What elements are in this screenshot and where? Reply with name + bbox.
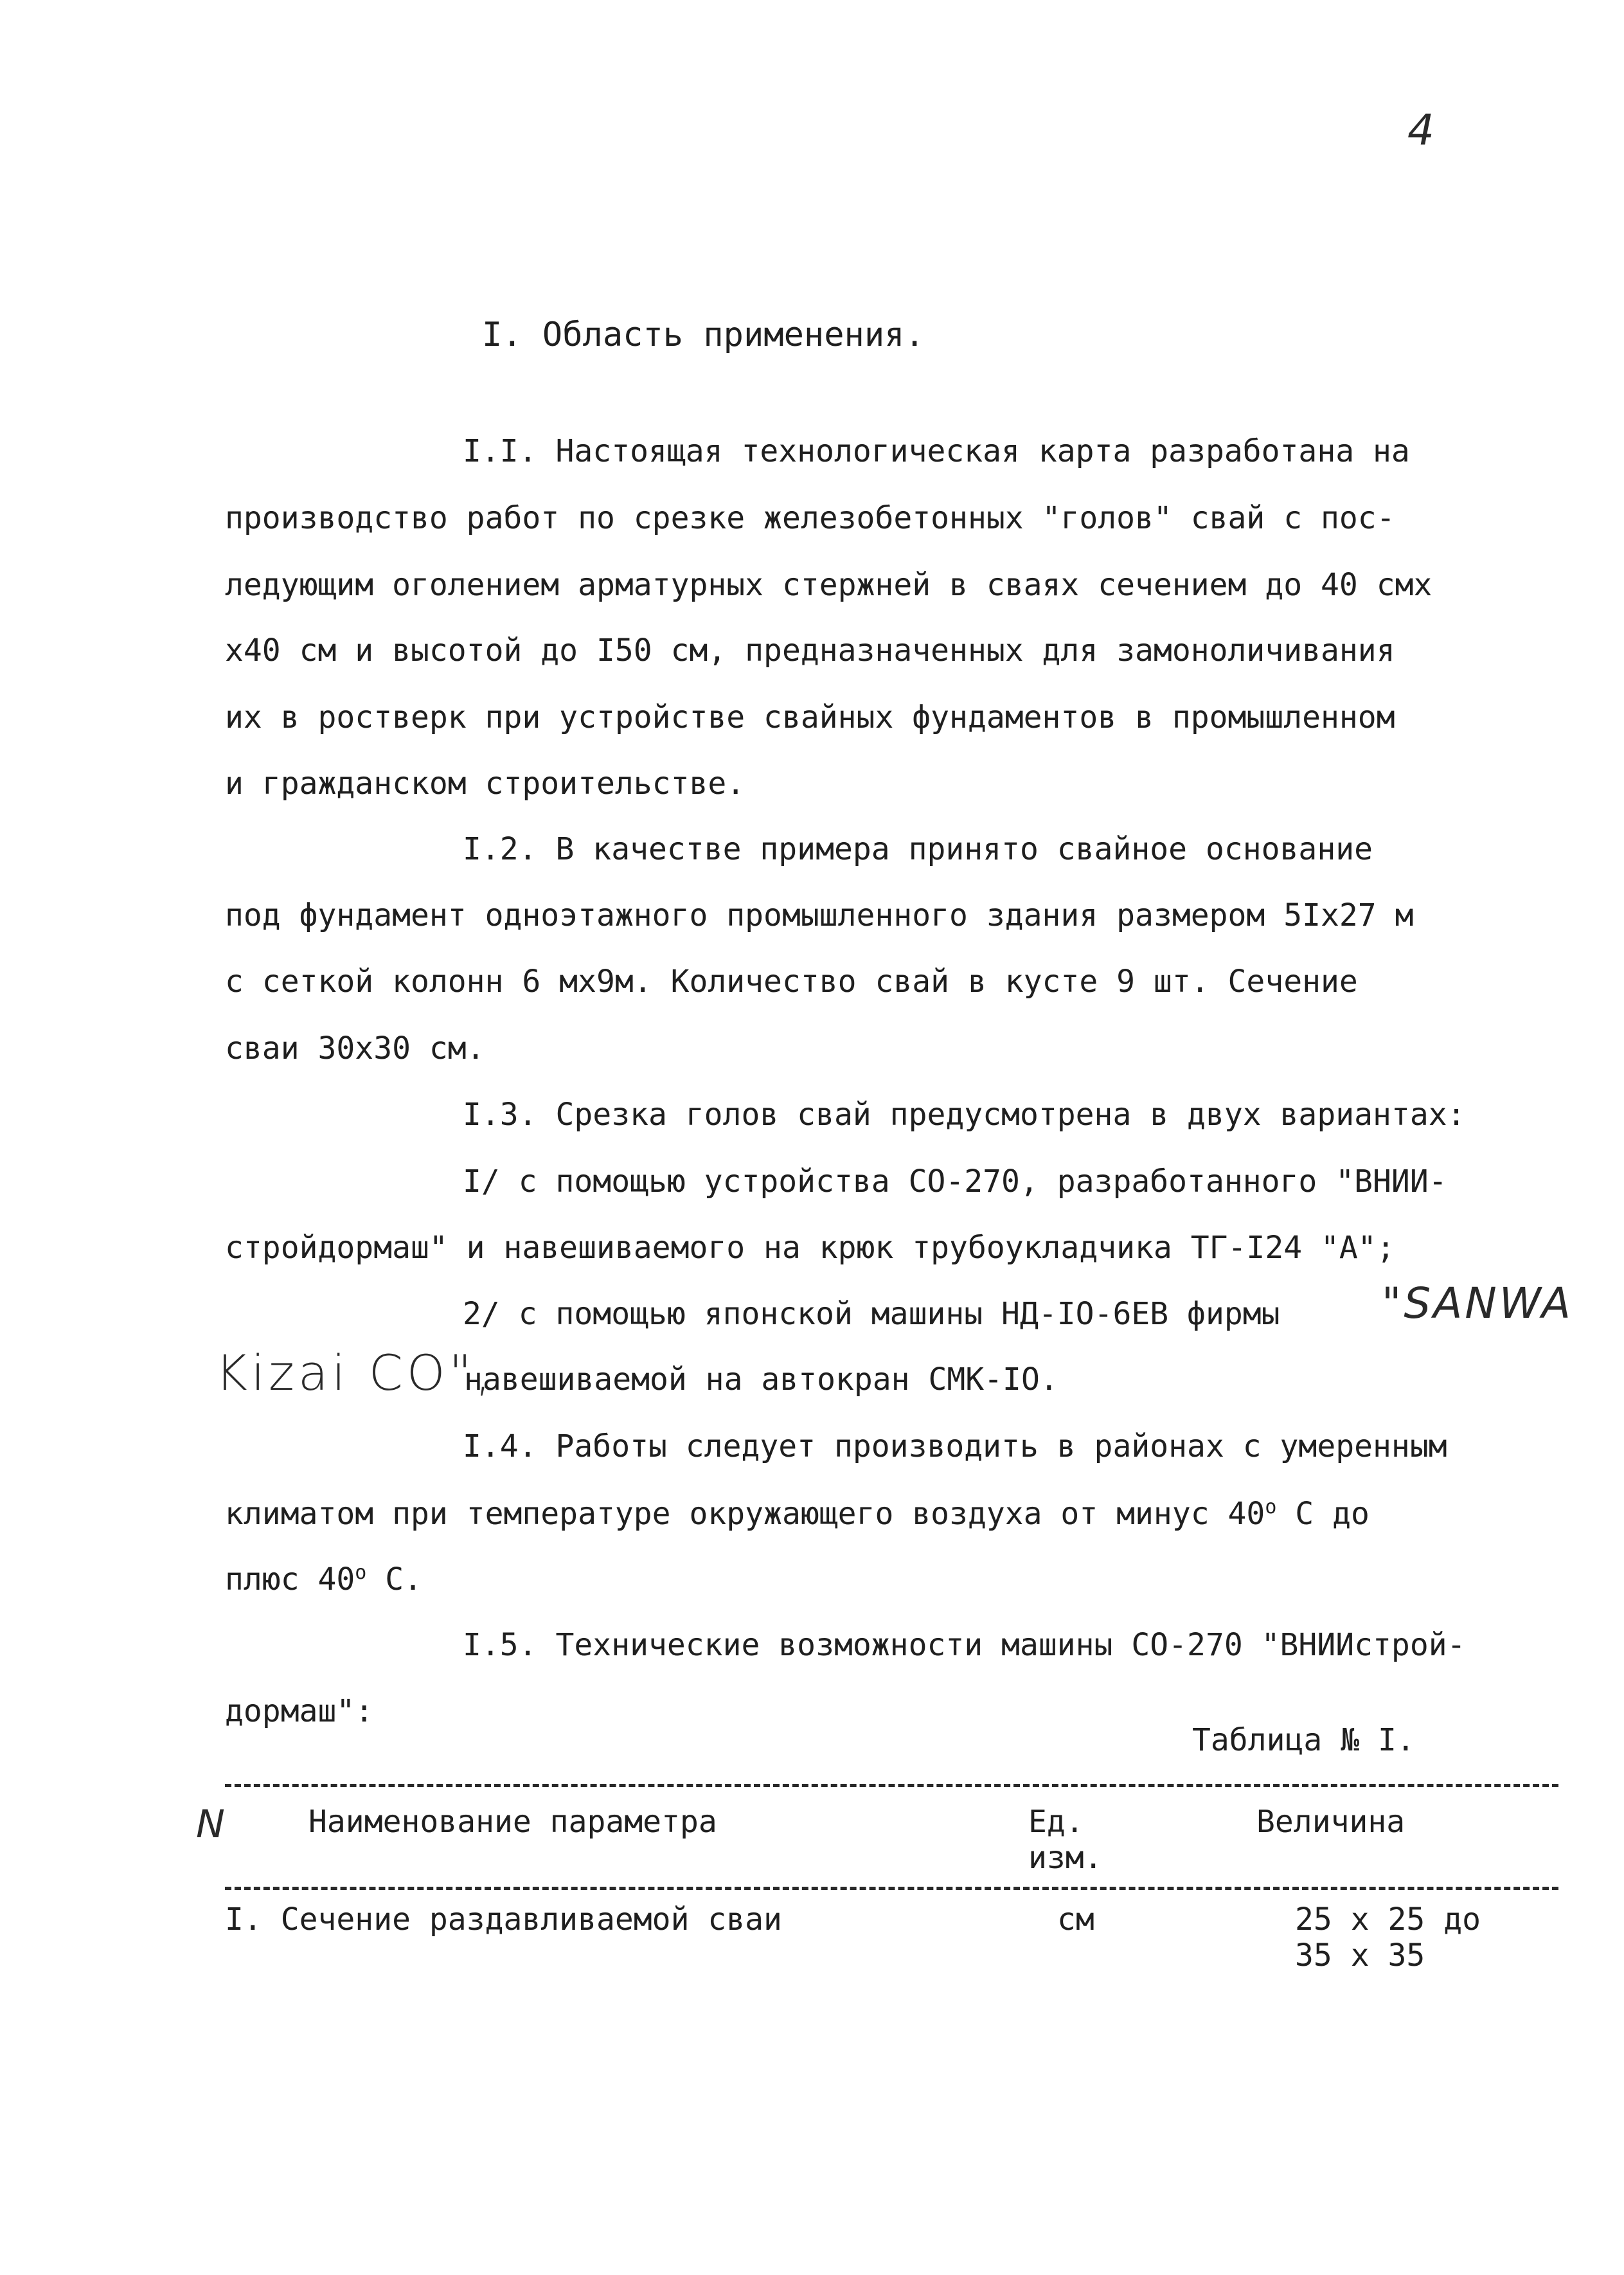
- table-header-unit-line-1: Ед.: [1028, 1804, 1084, 1840]
- degree-sign: o: [355, 1561, 367, 1584]
- p1-1-line-4: х40 см и высотой до I50 см, предназначенных для замоноличивания: [225, 633, 1395, 669]
- table-row-1-unit: см: [1057, 1902, 1094, 1938]
- p1-3-lead: I.3. Срезка голов свай предусмотрена в двух вариантах:: [463, 1097, 1466, 1133]
- table-header-unit-line-2: изм.: [1028, 1840, 1103, 1876]
- p1-3-variant-1-line-1: I/ с помощью устройства СО-270, разработанного "ВНИИ-: [463, 1164, 1447, 1200]
- table-row-1-value-line-2: 35 х 35: [1295, 1938, 1425, 1974]
- section-heading: I. Область применения.: [482, 316, 925, 354]
- table-header-value: Величина: [1256, 1804, 1405, 1840]
- table-caption: Таблица № I.: [1192, 1722, 1415, 1758]
- p1-1-line-2: производство работ по срезке железобетонных "голов" свай с пос-: [225, 500, 1395, 536]
- p1-1-line-5: их в ростверк при устройстве свайных фундаментов в промышленном: [225, 699, 1395, 735]
- handwritten-firm-name-part-1: "SANWA: [1382, 1279, 1573, 1328]
- page-number: 4: [1407, 105, 1434, 155]
- p1-4-line-2: [225, 1496, 1370, 1532]
- p1-5-line-2: дормаш":: [225, 1693, 374, 1729]
- table-header-number: N: [196, 1802, 225, 1847]
- p1-4-line-3: [225, 1563, 422, 1595]
- p1-3-variant-1-line-2: стройдормаш" и навешиваемого на крюк трубоукладчика ТГ-I24 "А";: [225, 1230, 1395, 1266]
- table-row-1-value-line-1: 25 х 25 до: [1295, 1902, 1481, 1938]
- p1-1-line-1: I.I. Настоящая технологическая карта разработана на: [463, 433, 1410, 469]
- table-top-rule: [225, 1784, 1558, 1787]
- handwritten-firm-name-part-2: Kizai CO",: [215, 1344, 495, 1401]
- p1-4-line-1: I.4. Работы следует производить в районах с умеренным: [463, 1428, 1447, 1464]
- p1-2-line-4: сваи 30х30 см.: [225, 1030, 485, 1066]
- degree-sign: o: [1265, 1496, 1277, 1518]
- table-header-rule: [225, 1887, 1558, 1890]
- p1-2-line-2: под фундамент одноэтажного промышленного здания размером 5Iх27 м: [225, 897, 1414, 933]
- p1-3-variant-2-line-2: навешиваемой на автокран СМК-IO.: [464, 1362, 1058, 1398]
- p1-1-line-6: и гражданском строительстве.: [225, 766, 745, 802]
- table-row-1-name: I. Сечение раздавливаемой сваи: [225, 1902, 782, 1938]
- p1-4-line-3-text: плюс 40: [225, 1561, 355, 1597]
- table-header-name: Наименование параметра: [308, 1804, 717, 1840]
- p1-2-line-1: I.2. В качестве примера принято свайное основание: [463, 831, 1373, 867]
- p1-4-line-2-text: климатом при температуре окружающего воздуха от минус 40: [225, 1496, 1265, 1532]
- p1-4-line-2-unit: С до: [1276, 1496, 1370, 1532]
- p1-4-line-3-unit: С.: [366, 1561, 423, 1597]
- p1-5-line-1: I.5. Технические возможности машины СО-270 "ВНИИстрой-: [463, 1627, 1466, 1663]
- p1-2-line-3: с сеткой колонн 6 мх9м. Количество свай в кусте 9 шт. Сечение: [225, 964, 1358, 1000]
- p1-1-line-3: ледующим оголением арматурных стержней в сваях сечением до 40 смх: [225, 567, 1432, 603]
- p1-3-variant-2-line-1: 2/ с помощью японской машины НД-IO-6ЕВ фирмы: [463, 1296, 1280, 1332]
